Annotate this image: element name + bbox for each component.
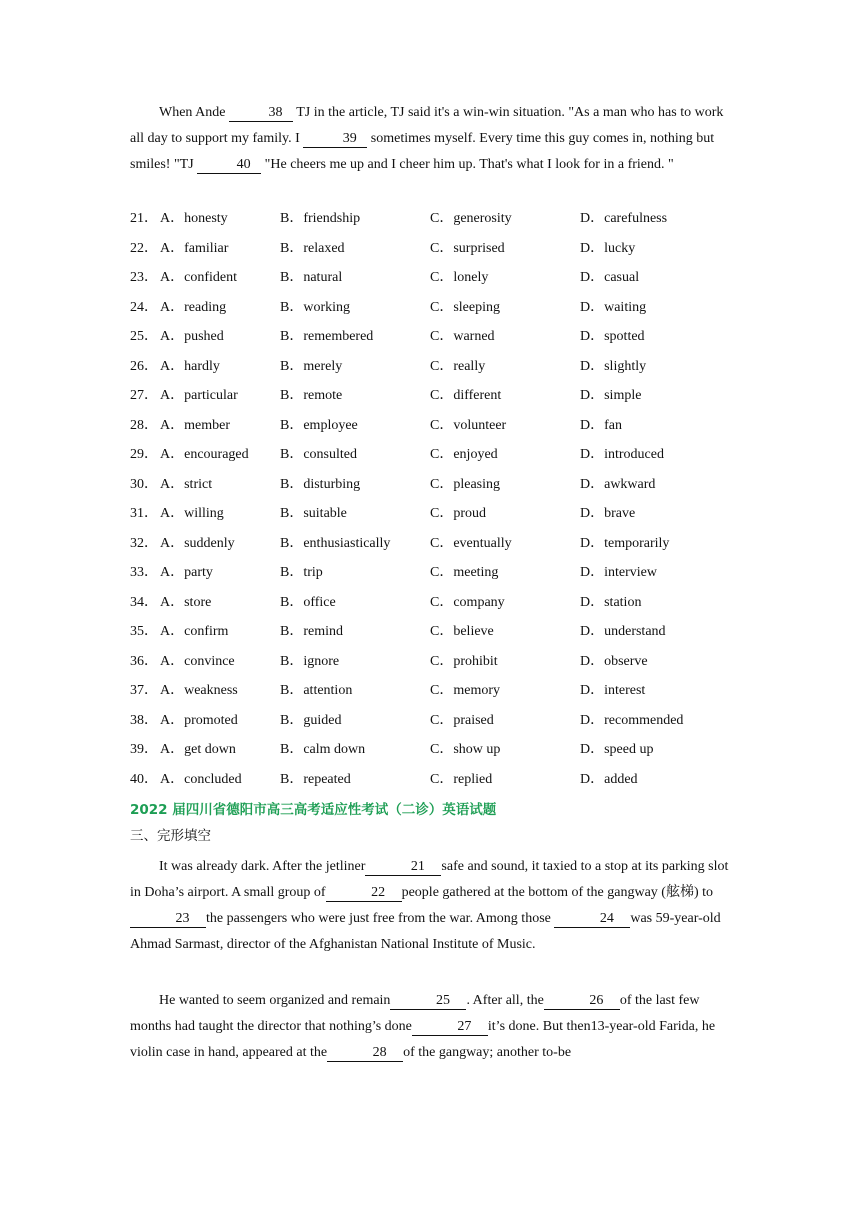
option-a: A．pushed: [160, 329, 224, 344]
option-a: A．encouraged: [160, 447, 249, 462]
paragraph-text: the passengers who were just free from the war. Among those: [206, 911, 555, 926]
option-b: B．remote: [280, 388, 343, 403]
option-d: D．understand: [580, 624, 666, 639]
option-c: C．eventually: [430, 535, 512, 551]
option-a: A．promoted: [160, 712, 238, 728]
option-row: [130, 676, 750, 706]
option-a: A．particular: [160, 388, 238, 403]
option-b: B．remind: [280, 624, 343, 639]
option-c: C．show up: [430, 742, 501, 757]
option-c: C．praised: [430, 712, 494, 728]
answer-blank: 28: [327, 1045, 403, 1062]
option-c: C．prohibit: [430, 653, 498, 669]
option-a: A．store: [160, 594, 212, 610]
question-number: 23．: [130, 270, 158, 285]
question-number: 27．: [130, 388, 158, 403]
option-a: A．party: [160, 565, 213, 580]
answer-blank: 40: [197, 157, 261, 174]
question-number: 31．: [130, 506, 158, 521]
option-a: A．honesty: [160, 211, 228, 226]
answer-blank: 23: [130, 911, 206, 928]
option-row: [130, 706, 750, 736]
option-b: B．merely: [280, 358, 343, 374]
option-d: D．observe: [580, 653, 648, 669]
question-number: 36．: [130, 653, 158, 669]
option-d: D．awkward: [580, 476, 656, 492]
paragraph-text: . After all, the: [466, 993, 544, 1008]
section-title: 2022 届四川省德阳市高三高考适应性考试（二诊）英语试题: [130, 802, 497, 818]
question-number: 33．: [130, 565, 158, 580]
option-b: B．friendship: [280, 211, 361, 226]
option-row: [130, 381, 750, 411]
question-number: 29．: [130, 447, 158, 462]
option-b: B．suitable: [280, 506, 347, 521]
option-a: A．reading: [160, 299, 227, 315]
option-b: B．guided: [280, 712, 342, 728]
option-row: [130, 293, 750, 323]
option-c: C．memory: [430, 683, 500, 698]
option-c: C．lonely: [430, 270, 489, 285]
paragraph-text: "He cheers me up and I cheer him up. That's what I look for in a friend. ": [261, 157, 674, 172]
option-a: A．concluded: [160, 771, 242, 787]
option-d: D．interest: [580, 683, 646, 698]
option-row: [130, 470, 750, 500]
option-c: C．different: [430, 388, 502, 403]
option-a: A．member: [160, 417, 230, 433]
option-d: D．introduced: [580, 447, 664, 462]
option-b: B．trip: [280, 565, 323, 580]
option-d: D．speed up: [580, 742, 654, 757]
option-d: D．temporarily: [580, 535, 670, 551]
option-c: C．company: [430, 594, 505, 610]
option-b: B．enthusiastically: [280, 535, 391, 551]
option-b: B．consulted: [280, 447, 357, 462]
option-row: [130, 411, 750, 441]
answer-blank: 38: [229, 105, 293, 122]
option-c: C．meeting: [430, 565, 499, 580]
option-a: A．get down: [160, 742, 236, 757]
option-d: D．carefulness: [580, 211, 668, 226]
option-a: A．familiar: [160, 240, 229, 256]
intro-paragraph: [130, 100, 730, 178]
paragraph-text: of the last few months had taught the director that nothing’s done: [130, 993, 700, 1034]
question-number: 40．: [130, 771, 158, 787]
option-row: [130, 765, 750, 795]
paragraph-text: When Ande: [159, 105, 229, 120]
paragraph-text: was 59-year-old Ahmad Sarmast, director of the Afghanistan National Institute of Music.: [130, 911, 721, 952]
passage-paragraph-1: [130, 854, 730, 958]
option-row: [130, 204, 750, 234]
paragraph-text: It was already dark. After the jetliner: [159, 859, 366, 874]
option-d: D．recommended: [580, 712, 684, 728]
answer-blank: 26: [544, 993, 620, 1010]
question-number: 28．: [130, 417, 158, 433]
question-number: 30．: [130, 476, 158, 492]
option-c: C．warned: [430, 329, 495, 344]
question-number: 24．: [130, 299, 158, 315]
option-c: C．enjoyed: [430, 447, 498, 462]
question-number: 25．: [130, 329, 158, 344]
paragraph-text: it’s done. But then13-year-old Farida, he violin case in hand, appeared at the: [130, 1019, 716, 1060]
option-row: [130, 735, 750, 765]
paragraph-text: of the gangway; another to-be: [403, 1045, 572, 1060]
option-d: D．lucky: [580, 240, 636, 256]
question-number: 34．: [130, 594, 158, 610]
option-b: B．calm down: [280, 742, 366, 757]
option-row: [130, 499, 750, 529]
answer-blank: 27: [412, 1019, 488, 1036]
option-c: C．volunteer: [430, 417, 507, 433]
question-number: 39．: [130, 742, 158, 757]
option-b: B．natural: [280, 270, 343, 285]
passage-paragraph-2: [130, 988, 730, 1066]
option-row: [130, 588, 750, 618]
section-heading: 三、完形填空: [130, 828, 211, 844]
answer-blank: 39: [303, 131, 367, 148]
answer-blank: 21: [365, 859, 441, 876]
question-number: 26．: [130, 358, 158, 374]
option-d: D．fan: [580, 417, 622, 433]
paragraph-text: safe and sound, it taxied to a stop at its parking slot in Doha’s airport. A small group of: [130, 859, 729, 900]
option-row: [130, 558, 750, 588]
option-row: [130, 352, 750, 382]
option-c: C．proud: [430, 506, 486, 521]
option-a: A．hardly: [160, 358, 220, 374]
option-a: A．weakness: [160, 683, 238, 698]
option-a: A．suddenly: [160, 535, 235, 551]
answer-blank: 25: [390, 993, 466, 1010]
option-c: C．replied: [430, 771, 493, 787]
question-number: 38．: [130, 712, 158, 728]
question-number: 21．: [130, 211, 158, 226]
option-a: A．strict: [160, 476, 213, 492]
option-c: C．sleeping: [430, 299, 500, 315]
answer-blank: 24: [554, 911, 630, 928]
option-c: C．surprised: [430, 240, 505, 256]
option-b: B．remembered: [280, 329, 374, 344]
option-a: A．convince: [160, 653, 235, 669]
answer-blank: 22: [326, 885, 402, 902]
question-number: 37．: [130, 683, 158, 698]
option-b: B．employee: [280, 417, 358, 433]
option-d: D．slightly: [580, 358, 647, 374]
question-number: 35．: [130, 624, 158, 639]
paragraph-text: sometimes myself. Every time this guy comes in, nothing but smiles! "TJ: [130, 131, 715, 172]
option-b: B．ignore: [280, 653, 340, 669]
question-number: 22．: [130, 240, 158, 256]
paragraph-text: TJ in the article, TJ said it's a win-win situation. "As a man who has to work all day to support my family. I: [130, 105, 724, 146]
option-d: D．waiting: [580, 299, 647, 315]
option-d: D．station: [580, 594, 642, 610]
option-row: [130, 617, 750, 647]
option-a: A．willing: [160, 506, 224, 521]
option-row: [130, 440, 750, 470]
paragraph-text: people gathered at the bottom of the gangway (舷梯) to: [401, 885, 713, 900]
option-b: B．office: [280, 594, 336, 610]
option-d: D．casual: [580, 270, 640, 285]
option-d: D．added: [580, 771, 638, 787]
option-row: [130, 529, 750, 559]
option-d: D．spotted: [580, 329, 645, 344]
option-row: [130, 322, 750, 352]
question-number: 32．: [130, 535, 158, 551]
option-row: [130, 263, 750, 293]
option-d: D．brave: [580, 506, 636, 521]
option-a: A．confident: [160, 270, 237, 285]
option-b: B．repeated: [280, 771, 351, 787]
option-b: B．attention: [280, 683, 353, 698]
option-a: A．confirm: [160, 624, 229, 639]
option-b: B．working: [280, 299, 350, 315]
option-b: B．relaxed: [280, 240, 345, 256]
option-d: D．interview: [580, 565, 657, 580]
option-b: B．disturbing: [280, 476, 361, 492]
options-list: [130, 204, 750, 794]
option-c: C．pleasing: [430, 476, 500, 492]
option-row: [130, 234, 750, 264]
option-c: C．really: [430, 358, 486, 374]
option-c: C．generosity: [430, 211, 512, 226]
option-c: C．believe: [430, 624, 494, 639]
paragraph-text: He wanted to seem organized and remain: [159, 993, 391, 1008]
option-row: [130, 647, 750, 677]
option-d: D．simple: [580, 388, 642, 403]
